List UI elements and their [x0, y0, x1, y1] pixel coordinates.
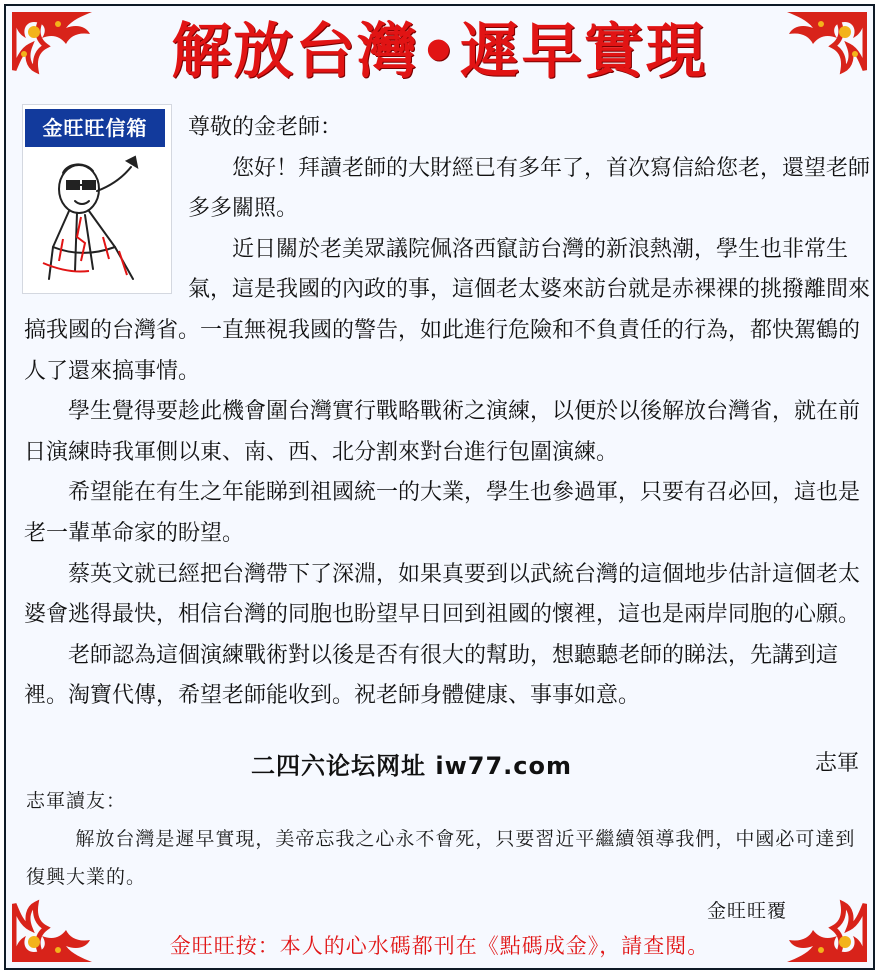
letter-salutation: 尊敬的金老師： [188, 115, 343, 140]
editor-reply [26, 782, 868, 896]
reply-salutation: 志軍讀友： [26, 790, 127, 812]
letter-paragraph: 蔡英文就已經把台灣帶下了深淵，如果真要到以武統台灣的這個地步估計這個老太婆會逃得最快，相信台灣的同胞也盼望早日回到祖國的懷裡，這也是兩岸同胞的心願。 [24, 561, 861, 628]
newspaper-column [4, 4, 875, 970]
letter-paragraph: 近日關於老美眾議院佩洛西竄訪台灣的新浪熱潮，學生也非常生氣，這是我國的內政的事，這個老太婆來訪台就是赤裸裸的挑撥離間來搞我國的台灣省。一直無視我國的警告，如此進行危險和不負責任的行為，都快駕鶴的人了還來搞事情。 [24, 236, 871, 384]
letter-paragraph: 學生覺得要趁此機會圍台灣實行戰略戰術之演練，以便於以後解放台灣省，就在前日演練時我軍側以東、南、西、北分割來對台進行包圍演練。 [24, 399, 861, 465]
site-address-watermark: 二四六论坛网址 iw77.com [251, 752, 572, 780]
letter-paragraph: 您好！拜讀老師的大財經已有多年了，首次寫信給您老，還望老師多多關照。 [188, 155, 871, 222]
letter-signer: 志軍 [814, 751, 859, 776]
column-badge-label: 金旺旺信箱 [25, 109, 165, 147]
reply-body: 解放台灣是遲早實現，美帝忘我之心永不會死，只要習近平繼續領導我們，中國必可達到復興大業的。 [26, 828, 856, 888]
letter-paragraph: 老師認為這個演練戰術對以後是否有很大的幫助，想聽聽老師的睇法，先講到這裡。淘寶代傳，希望老師能收到。祝老師身體健康、事事如意。 [24, 642, 839, 709]
letter-paragraph: 希望能在有生之年能睇到祖國統一的大業，學生也參過軍，只要有召必回，這也是老一輩革命家的盼望。 [24, 480, 861, 546]
footer-note: 金旺旺按：本人的心水碼都刊在《點碼成金》，請查閱。 [169, 934, 710, 958]
reader-letter [24, 108, 870, 717]
reply-signer: 金旺旺覆 [706, 900, 787, 922]
page-title: 解放台灣•遲早實現 [171, 17, 708, 87]
